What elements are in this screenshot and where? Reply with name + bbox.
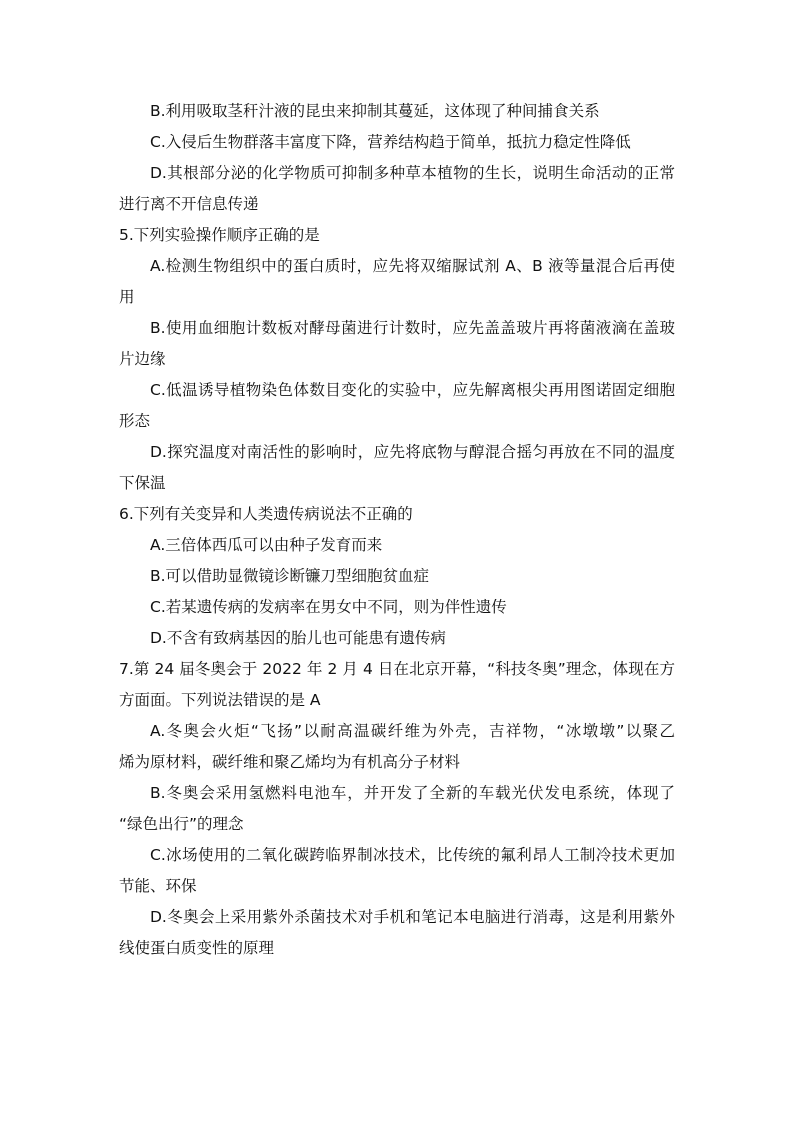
q5-option-d-line2: 下保温: [119, 474, 166, 492]
q6-stem: 6.下列有关变异和人类遗传病说法不正确的: [119, 505, 413, 523]
q5-option-b-line1: B.使用血细胞计数板对酵母菌进行计数时，应先盖盖玻片再将菌液滴在盖玻: [150, 319, 675, 337]
q5-option-c-line2: 形态: [119, 412, 151, 430]
q7-option-d-line1: D.冬奥会上采用紫外杀菌技术对手机和笔记本电脑进行消毒，这是利用紫外: [150, 908, 675, 926]
q5-option-c-line1: C.低温诱导植物染色体数目变化的实验中，应先解离根尖再用图诺固定细胞: [150, 381, 675, 399]
question-content: [119, 96, 675, 964]
q4-option-d-line1: D.其根部分泌的化学物质可抑制多种草本植物的生长，说明生命活动的正常: [150, 164, 675, 182]
q4-option-d-line2: 进行离不开信息传递: [119, 195, 259, 213]
q4-option-c: C.入侵后生物群落丰富度下降，营养结构趋于简单，抵抗力稳定性降低: [150, 133, 631, 151]
q7-stem-line2: 方面面。下列说法错误的是 A: [119, 691, 321, 709]
q6-option-a: A.三倍体西瓜可以由种子发育而来: [150, 536, 383, 554]
q7-option-c-line1: C.冰场使用的二氧化碳跨临界制冰技术，比传统的氟利昂人工制冷技术更加: [150, 846, 675, 864]
q7-option-b-line2: “绿色出行”的理念: [119, 815, 244, 833]
q7-option-b-line1: B.冬奥会采用氢燃料电池车，并开发了全新的车载光伏发电系统，体现了: [150, 784, 675, 802]
q7-option-d-line2: 线使蛋白质变性的原理: [119, 939, 275, 957]
q7-option-a-line2: 烯为原材料，碳纤维和聚乙烯均为有机高分子材料: [119, 753, 461, 771]
q7-option-a-line1: A.冬奥会火炬“飞扬”以耐高温碳纤维为外壳，吉祥物，“冰墩墩”以聚乙: [150, 722, 675, 740]
q5-stem: 5.下列实验操作顺序正确的是: [119, 226, 320, 244]
q5-option-b-line2: 片边缘: [119, 350, 166, 368]
q6-option-d: D.不含有致病基因的胎儿也可能患有遗传病: [150, 629, 446, 647]
q7-stem-line1: 7.第 24 届冬奥会于 2022 年 2 月 4 日在北京开幕，“科技冬奥”理念，体现在方: [119, 660, 675, 678]
q5-option-a-line1: A.检测生物组织中的蛋白质时，应先将双缩脲试剂 A、B 液等量混合后再使: [150, 257, 675, 275]
q5-option-d-line1: D.探究温度对南活性的影响时，应先将底物与醇混合摇匀再放在不同的温度: [150, 443, 675, 461]
q7-option-c-line2: 节能、环保: [119, 877, 197, 895]
q6-option-b: B.可以借助显微镜诊断镰刀型细胞贫血症: [150, 567, 430, 585]
q6-option-c: C.若某遗传病的发病率在男女中不同，则为伴性遗传: [150, 598, 507, 616]
q5-option-a-line2: 用: [119, 288, 135, 306]
q4-option-b: B.利用吸取茎秆汁液的昆虫来抑制其蔓延，这体现了种间捕食关系: [150, 102, 600, 120]
